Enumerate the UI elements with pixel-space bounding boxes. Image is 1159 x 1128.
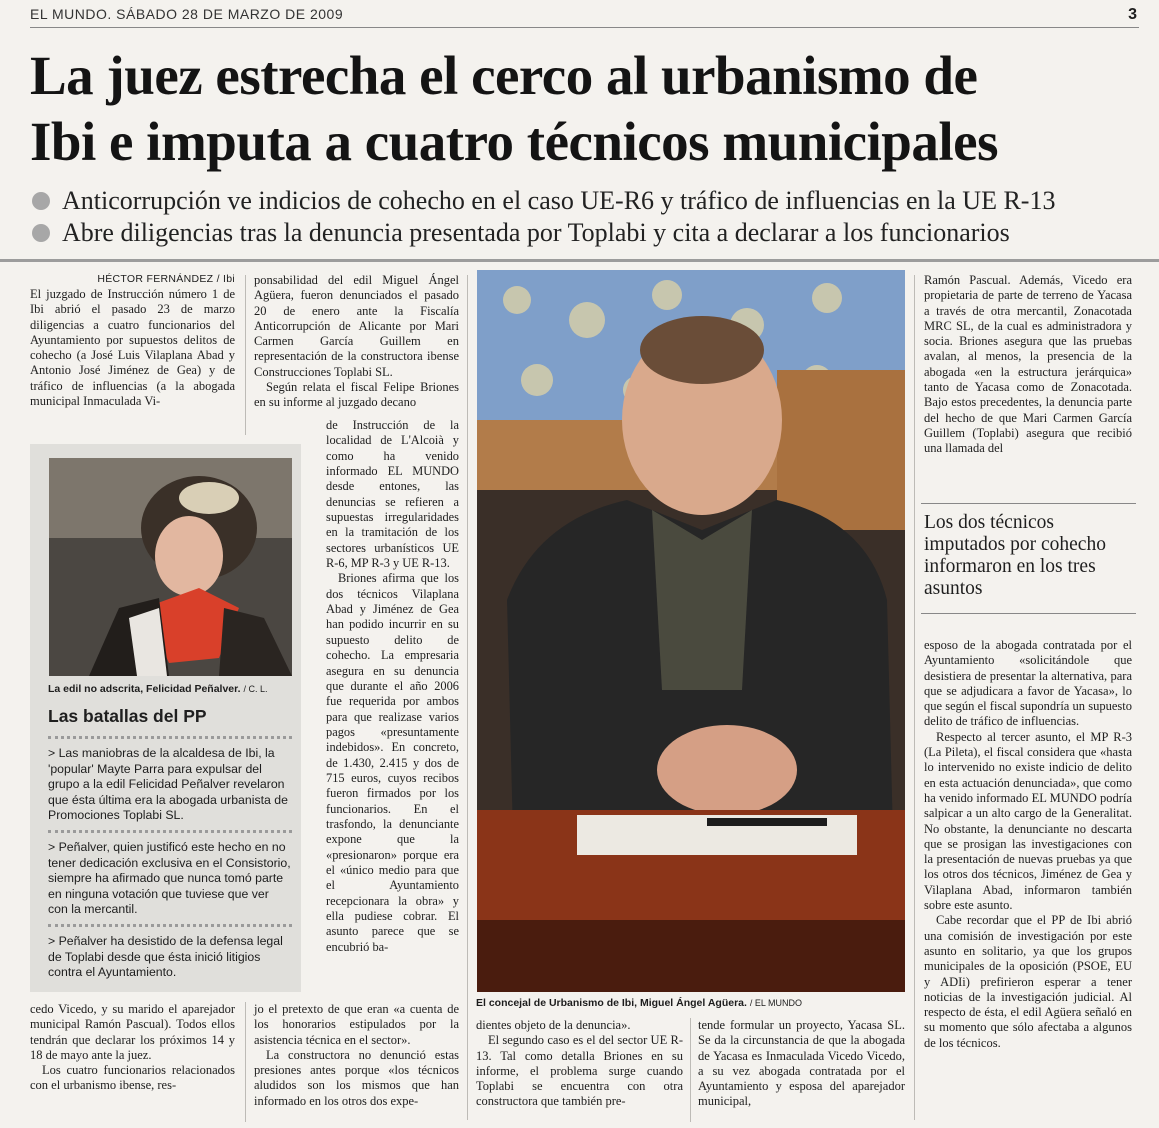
photo-credit: / EL MUNDO: [749, 998, 803, 1008]
column-rule: [914, 275, 915, 1120]
paragraph: Ramón Pascual. Además, Vicedo era propietaria de parte de terreno de Yacasa a través de otra mercantil, Zonacotada MRC SL, de la cual es administradora y socia. Briones asegura que las pruebas avalan, al menos, la presencia de la abogada «en la estructura jerárquica» tanto de Yacasa como de Zonacotada. Bajo estos precedentes, la denuncia parte del hecho de que Mari Carmen García Guillem (Toplabi) asegura que recibió una llamada del: [924, 273, 1132, 456]
headline-line-1: La juez estrecha el cerco al urbanismo de: [30, 45, 978, 106]
masthead-dateline: EL MUNDO. SÁBADO 28 DE MARZO DE 2009: [30, 6, 344, 22]
headline-line-2: Ibi e imputa a cuatro técnicos municipales: [30, 111, 998, 172]
paragraph: El segundo caso es el del sector UE R-13. Tal como detalla Briones en su informe, el problema surge cuando Toplabi se encuentra con otra constructora que también pre-: [476, 1033, 683, 1109]
bullet-dot-icon: [32, 192, 50, 210]
bullet-dot-icon: [32, 224, 50, 242]
column-1-bottom: [30, 1002, 235, 1094]
column-2-top: [254, 273, 459, 411]
paragraph: Cabe recordar que el PP de Ibi abrió una comisión de investigación por este asunto en solitario, ya que los grupos municipales de la oposición (PSOE, EU y ADIi) prefirieron esperar a tener noticias de la investigación judicial. Al respecto de ésta, el edil Agüera señaló en su momento que sólo afectaba a algunos de los técnicos.: [924, 913, 1132, 1050]
main-photo-caption: [476, 997, 802, 1009]
caption-text: El concejal de Urbanismo de Ibi, Miguel Ángel Agüera.: [476, 997, 747, 1009]
paragraph: tende formular un proyecto, Yacasa SL. Se da la circunstancia de que la abogada de Yacasa es Inmaculada Vicedo Vicedo, a su vez abogada contratada por el Ayuntamiento y esposa del aparejador municipal,: [698, 1018, 905, 1109]
sidebar-item: > Peñalver ha desistido de la defensa legal de Toplabi desde que ésta inició litigios contra el Ayuntamiento.: [48, 933, 283, 980]
column-rule: [467, 275, 468, 1120]
paragraph: El juzgado de Instrucción número 1 de Ibi abrió el pasado 23 de marzo diligencias a cuatro funcionarios del Ayuntamiento por supuestos delitos de cohecho (a José Luis Vilaplana Abad y Antonio José Jiménez de Gea) y de tráfico de influencias (a la abogada municipal Inmaculada Vi-: [30, 287, 235, 409]
byline: HÉCTOR FERNÁNDEZ / Ibi: [97, 273, 235, 285]
column-2-bottom: [254, 1002, 459, 1109]
column-5-bottom: [924, 638, 1132, 1051]
column-4-bottom: [698, 1018, 905, 1110]
paragraph: Según relata el fiscal Felipe Briones en su informe al juzgado decano: [254, 380, 459, 410]
page-number: 3: [1128, 6, 1137, 23]
photo-felicidad-penalver: [49, 458, 292, 676]
pull-quote-rule-bottom: [921, 613, 1136, 614]
paragraph: Los cuatro funcionarios relacionados con el urbanismo ibense, res-: [30, 1063, 235, 1093]
column-1-top: [30, 287, 235, 409]
paragraph: Respecto al tercer asunto, el MP R-3 (La Pileta), el fiscal considera que «hasta lo intervenido no existe indicio de delito en esta actuación denunciada», que como ha venido informado EL MUNDO podría salpicar a un alto cargo de la Generalitat. No obstante, la denunciante no descarta que se prosigan las investigaciones con la presentación de nuevas pruebas ya que los otros dos técnicos, Jiménez de Gea y Vilaplana Abad, informaron también sobre este asunto.: [924, 729, 1132, 913]
portrait-image: [49, 458, 292, 676]
paragraph: esposo de la abogada contratada por el Ayuntamiento «solicitándole que desistiera de presentar la alternativa, para que se adjudicara a favor de Yacasa», lo que según el fiscal supondría un supuesto delito de tráfico de influencias.: [924, 638, 1132, 729]
caption-text: La edil no adscrita, Felicidad Peñalver.: [48, 683, 241, 695]
photo-credit: / C. L.: [243, 684, 268, 694]
paragraph: jo el pretexto de que eran «a cuenta de los honorarios estipulados por la asistencia técnica en el sector».: [254, 1002, 459, 1047]
sidebar-item: > Las maniobras de la alcaldesa de Ibi, la 'popular' Mayte Parra para expulsar del grupo a la edil Felicidad Peñalver revelaron que ésta última era la abogada urbanista de Promociones Toplabi SL.: [48, 736, 292, 833]
subhead-1: [32, 185, 1142, 216]
paragraph: dientes objeto de la denuncia».: [476, 1018, 631, 1032]
column-rule: [245, 1002, 246, 1122]
paragraph: Briones afirma que los dos técnicos Vilaplana Abad y Jiménez de Gea han podido incurrir en su supuesto delito de cohecho. La empresaria asegura en su denuncia que durante el año 2006 fue requerida por ambos para que realizase varios pagos «presuntamente indebidos». En concreto, de 1.430, 2.415 y dos de 715 euros, cuyos recibos fueron firmados por los funcionarios. En el trasfondo, la denunciante expone que la «presionaron» porque era el «único medio para que el Ayuntamiento recepcionara la obra» y ella pudiese cobrar. El asunto parece que se encubrió ba-: [326, 571, 459, 954]
paragraph: de Instrucción de la localidad de L'Alcoià y como ha venido informado EL MUNDO desde entones, las denuncias se refieren a supuestas irregularidades en la tramitación de los sectores urbanísticos UE R-6, MP R-3 y UE R-13.: [326, 418, 459, 571]
headline-separator: [0, 259, 1159, 262]
subhead-2-text: Abre diligencias tras la denuncia presentada por Toplabi y cita a declarar a los funcionarios: [62, 218, 1010, 247]
sidebar-items: [48, 736, 292, 987]
subhead-1-text: Anticorrupción ve indicios de cohecho en el caso UE-R6 y tráfico de influencias en la UE R-13: [62, 186, 1056, 215]
paragraph: cedo Vicedo, y su marido el aparejador municipal Ramón Pascual). Todos ellos tendrán que declarar los próximos 14 y 18 de mayo ante la juez.: [30, 1002, 235, 1062]
column-5-top: [924, 273, 1132, 457]
main-photo-image: [477, 270, 905, 992]
sidebar-item: > Peñalver, quien justificó este hecho en no tener dedicación exclusiva en el Consistorio, siempre ha afirmado que nunca tomó parte en ninguna votación que tuviese que ver con la mercantil.: [48, 833, 292, 927]
sidebar-title: Las batallas del PP: [48, 706, 207, 726]
photo-miguel-angel-aguera: [477, 270, 905, 992]
pull-quote-rule-top: [921, 503, 1136, 504]
paragraph: ponsabilidad del edil Miguel Ángel Agüera, fueron denunciados el pasado 20 de enero ante la Fiscalía Anticorrupción de Alicante por Mari Carmen García Guillem en representación de la constructora ibense Construcciones Toplabi SL.: [254, 273, 459, 379]
column-rule: [690, 1018, 691, 1122]
subhead-2: [32, 217, 1142, 248]
column-3-bottom: [476, 1018, 683, 1110]
column-2-narrow: [326, 418, 459, 955]
pull-quote: Los dos técnicos imputados por cohecho informaron en los tres asuntos: [924, 512, 1106, 599]
paragraph: La constructora no denunció estas presiones antes porque «los técnicos aludidos son los mismos que han informado en los otros dos expe-: [254, 1047, 459, 1108]
column-rule: [245, 275, 246, 435]
header-rule: [30, 27, 1139, 28]
sidebar-photo-caption: [48, 683, 268, 695]
